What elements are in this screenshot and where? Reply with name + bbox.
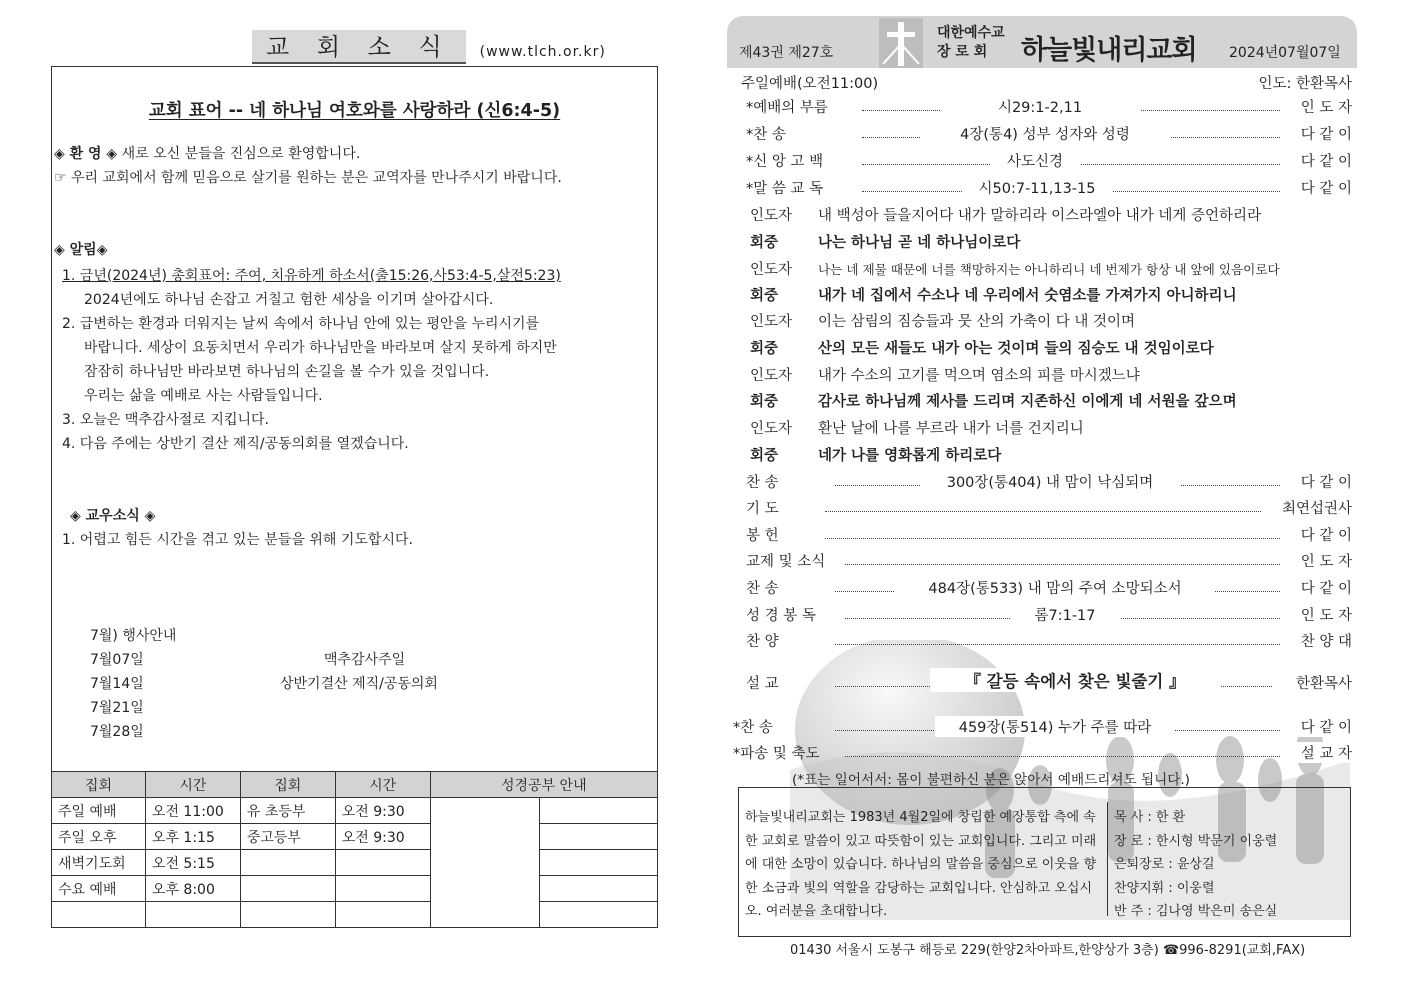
table-header-row	[52, 772, 658, 798]
table-cell: 오전 9:30	[335, 798, 430, 824]
table-cell	[335, 902, 430, 928]
order-person: 다 같 이	[1282, 524, 1352, 545]
order-person: 다 같 이	[1282, 177, 1352, 198]
order-detail: 시29:1-2,11	[940, 96, 1140, 117]
church-news-title: 교 회 소 식	[252, 30, 466, 64]
order-person: 인 도 자	[1282, 550, 1352, 571]
leader-dots	[825, 511, 1265, 512]
table-cell	[540, 902, 658, 928]
table-cell	[540, 798, 658, 824]
responsive-who: 회중	[750, 394, 779, 410]
order-item: *파송 및 축도	[733, 746, 820, 762]
responsive-who: 인도자	[750, 368, 793, 384]
table-cell: 오전 9:30	[335, 824, 430, 850]
schedule-date: 7월14일	[90, 676, 144, 692]
table-cell: 오후 8:00	[145, 876, 240, 902]
schedule-date: 7월21일	[90, 700, 144, 716]
table-cell	[145, 902, 240, 928]
responsive-text: 내가 네 집에서 수소나 네 우리에서 숫염소를 가져가지 아니하리니	[818, 288, 1237, 304]
bulletin-date: 2024년07월07일	[1229, 45, 1341, 61]
service-leader: 인도: 한환목사	[1258, 76, 1352, 92]
table-header: 시간	[145, 772, 240, 798]
leader-dots	[845, 756, 1280, 757]
table-header: 시간	[335, 772, 430, 798]
info-divider	[1107, 802, 1108, 916]
order-person: 설 교 자	[1282, 742, 1352, 763]
table-cell	[240, 876, 335, 902]
table-cell: 주일 예배	[52, 798, 146, 824]
order-item: 찬 송	[746, 475, 779, 491]
leader-dots	[825, 538, 1280, 539]
leader-dots	[845, 564, 1280, 565]
leader-dots	[835, 644, 1280, 645]
church-address: 01430 서울시 도봉구 해등로 229(한양2차아파트,한양상가 3층) ☎996-8291(교회,FAX)	[790, 943, 1306, 958]
order-item: 성 경 봉 독	[746, 608, 816, 624]
table-header: 집회	[52, 772, 146, 798]
standing-note: (*표는 일어서서: 몸이 불편하신 분은 앉아서 예배드리셔도 됩니다.)	[792, 772, 1190, 788]
table-cell: 오후 1:15	[145, 824, 240, 850]
order-detail: 459장(통514) 누가 주를 따라	[935, 716, 1175, 737]
service-times-table	[51, 771, 658, 928]
left-header	[252, 30, 606, 64]
welcome-invite: ☞ 우리 교회에서 함께 믿음으로 살기를 원하는 분은 교역자를 만나주시기 바랍니다.	[54, 170, 562, 186]
responsive-who: 회중	[750, 235, 779, 251]
order-item: 찬 송	[746, 581, 779, 597]
order-item: *신 앙 고 백	[746, 154, 824, 170]
bulletin-header	[727, 16, 1357, 68]
notice-heading: ◈ 알림◈	[54, 242, 108, 258]
staff-line: 은퇴장로 : 윤상길	[1114, 857, 1215, 872]
order-detail: 롬7:1-17	[1010, 604, 1120, 625]
responsive-text: 환난 날에 나를 부르라 내가 너를 건지리니	[818, 421, 1084, 437]
welcome-heading: ◈ 환 영 ◈	[54, 146, 118, 162]
staff-line: 찬양지휘 : 이웅렬	[1114, 880, 1215, 896]
website-url[interactable]: (www.tlch.or.kr)	[479, 44, 606, 60]
responsive-who: 회중	[750, 288, 779, 304]
order-detail: 4장(통4) 성부 성자와 성령	[920, 123, 1170, 144]
notice-line: 바랍니다. 세상이 요동치면서 우리가 하나님만을 바라보며 살지 못하게 하지만	[84, 340, 557, 356]
table-cell	[540, 850, 658, 876]
table-cell	[430, 798, 540, 928]
staff-line: 목 사 : 한 환	[1114, 810, 1186, 825]
responsive-text: 네가 나를 영화롭게 하리로다	[818, 448, 1002, 464]
table-cell: 중고등부	[240, 824, 335, 850]
church-name: 하늘빛내리교회	[1021, 35, 1197, 66]
schedule-event: 맥추감사주일	[324, 652, 406, 668]
staff-line: 장 로 : 한시형 박문기 이웅렬	[1114, 833, 1278, 849]
notice-line: 4. 다음 주에는 상반기 결산 제직/공동의회를 열겠습니다.	[62, 436, 409, 452]
table-cell	[540, 876, 658, 902]
welcome-text: 새로 오신 분들을 진심으로 환영합니다.	[121, 146, 361, 162]
responsive-text: 감사로 하나님께 제사를 드리며 지존하신 이에게 네 서원을 갚으며	[818, 394, 1237, 410]
table-cell: 오전 11:00	[145, 798, 240, 824]
table-row	[52, 902, 658, 928]
staff-line: 반 주 : 김나영 박은미 송은실	[1114, 904, 1278, 919]
volume-number: 제43권 제27호	[739, 45, 834, 61]
order-detail: 시50:7-11,13-15	[962, 177, 1112, 198]
table-row	[52, 876, 658, 902]
order-item: *찬 송	[746, 127, 786, 143]
church-news-box	[51, 66, 658, 772]
notice-line: 2. 급변하는 환경과 더워지는 날씨 속에서 하나님 안에 있는 평안을 누리시기를	[62, 316, 540, 332]
order-person: 최연섭권사	[1262, 497, 1352, 518]
table-cell: 주일 오후	[52, 824, 146, 850]
notice-line: 우리는 삶을 예배로 사는 사람들입니다.	[84, 388, 323, 404]
responsive-text: 산의 모든 새들도 내가 아는 것이며 들의 짐승도 내 것임이로다	[818, 341, 1214, 357]
table-cell	[335, 850, 430, 876]
notice-line: 1. 금년(2024년) 총회표어: 주여, 치유하게 하소서(출15:26,사53:4-5,살전5:23)	[62, 268, 561, 284]
table-row	[52, 824, 658, 850]
order-person: 다 같 이	[1282, 716, 1352, 737]
responsive-who: 인도자	[750, 262, 793, 278]
responsive-who: 인도자	[750, 208, 793, 224]
table-cell: 수요 예배	[52, 876, 146, 902]
sermon-preacher: 한환목사	[1272, 672, 1352, 693]
order-item: 기 도	[746, 501, 779, 517]
order-item: *찬 송	[733, 720, 773, 736]
responsive-text: 나는 하나님 곧 네 하나님이로다	[818, 235, 1021, 251]
church-motto: 교회 표어 -- 네 하나님 여호와를 사랑하라 (신6:4-5)	[148, 101, 561, 121]
order-person: 다 같 이	[1282, 471, 1352, 492]
schedule-event: 상반기결산 제직/공동의회	[280, 676, 438, 692]
cross-logo-icon	[879, 18, 923, 68]
table-cell	[540, 824, 658, 850]
sermon-title: 『 갈등 속에서 찾은 빛줄기 』	[930, 668, 1220, 692]
service-title: 주일예배(오전11:00)	[741, 76, 879, 92]
schedule-date: 7월07일	[90, 652, 144, 668]
order-item: *예배의 부름	[746, 100, 828, 116]
responsive-who: 인도자	[750, 421, 793, 437]
notice-line: 2024년에도 하나님 손잡고 거칠고 험한 세상을 이기며 살아갑시다.	[84, 292, 494, 308]
schedule-date: 7월28일	[90, 724, 144, 740]
members-news-heading: ◈ 교우소식 ◈	[70, 508, 156, 524]
table-cell: 유 초등부	[240, 798, 335, 824]
order-detail: 484장(통533) 내 맘의 주여 소망되소서	[895, 577, 1215, 598]
notice-line: 잠잠히 하나님만 바라보면 하나님의 손길을 볼 수가 있을 것입니다.	[84, 364, 490, 380]
church-introduction: 하늘빛내리교회는 1983년 4월2일에 창립한 예장통합 측에 속한 교회로 말씀이 있고 따뜻함이 있는 교회입니다. 그리고 미래에 대한 소망이 있습니다. 하나님의 말씀을 중심으로 이웃을 향한 소금과 빛의 역할을 감당하는 교회입니다. 안심하고 오십시오. 여러분을 초대합니다.	[745, 810, 1097, 919]
order-detail: 300장(통404) 내 맘이 낙심되며	[920, 471, 1180, 492]
order-item: 교제 및 소식	[746, 554, 826, 570]
order-person: 인 도 자	[1282, 96, 1352, 117]
responsive-text: 나는 네 제물 때문에 너를 책망하지는 아니하리니 네 번제가 항상 내 앞에 있음이로다	[818, 262, 1280, 277]
table-cell: 새벽기도회	[52, 850, 146, 876]
responsive-text: 이는 삼림의 짐승들과 뭇 산의 가축이 다 내 것이며	[818, 314, 1136, 330]
order-person: 인 도 자	[1282, 604, 1352, 625]
responsive-text: 내 백성아 들을지어다 내가 말하리라 이스라엘아 내가 네게 증언하리라	[818, 208, 1262, 224]
order-item: 설 교	[746, 676, 779, 692]
order-person: 다 같 이	[1282, 150, 1352, 171]
order-item: 봉 헌	[746, 528, 779, 544]
table-header: 성경공부 안내	[430, 772, 657, 798]
table-cell: 오전 5:15	[145, 850, 240, 876]
responsive-text: 내가 수소의 고기를 먹으며 염소의 피를 마시겠느냐	[818, 368, 1140, 384]
table-cell	[240, 902, 335, 928]
order-detail: 사도신경	[990, 150, 1080, 171]
church-staff	[1114, 806, 1277, 924]
order-person: 다 같 이	[1282, 123, 1352, 144]
table-header: 집회	[240, 772, 335, 798]
table-cell	[52, 902, 146, 928]
responsive-who: 회중	[750, 341, 779, 357]
order-item: *말 씀 교 독	[746, 181, 824, 197]
denomination: 대한예수교 장 로 회	[937, 25, 1005, 60]
church-info-box	[738, 787, 1351, 937]
order-person: 다 같 이	[1282, 577, 1352, 598]
order-person: 찬 양 대	[1282, 630, 1352, 651]
table-cell	[240, 850, 335, 876]
schedule-heading: 7월) 행사안내	[90, 628, 177, 644]
responsive-who: 인도자	[750, 314, 793, 330]
table-cell	[335, 876, 430, 902]
welcome-line	[54, 143, 360, 163]
table-row	[52, 850, 658, 876]
table-row	[52, 798, 658, 824]
responsive-who: 회중	[750, 448, 779, 464]
order-item: 찬 양	[746, 634, 779, 650]
notice-line: 3. 오늘은 맥추감사절로 지킵니다.	[62, 412, 269, 428]
members-news-text: 1. 어렵고 힘든 시간을 겪고 있는 분들을 위해 기도합시다.	[62, 532, 413, 548]
